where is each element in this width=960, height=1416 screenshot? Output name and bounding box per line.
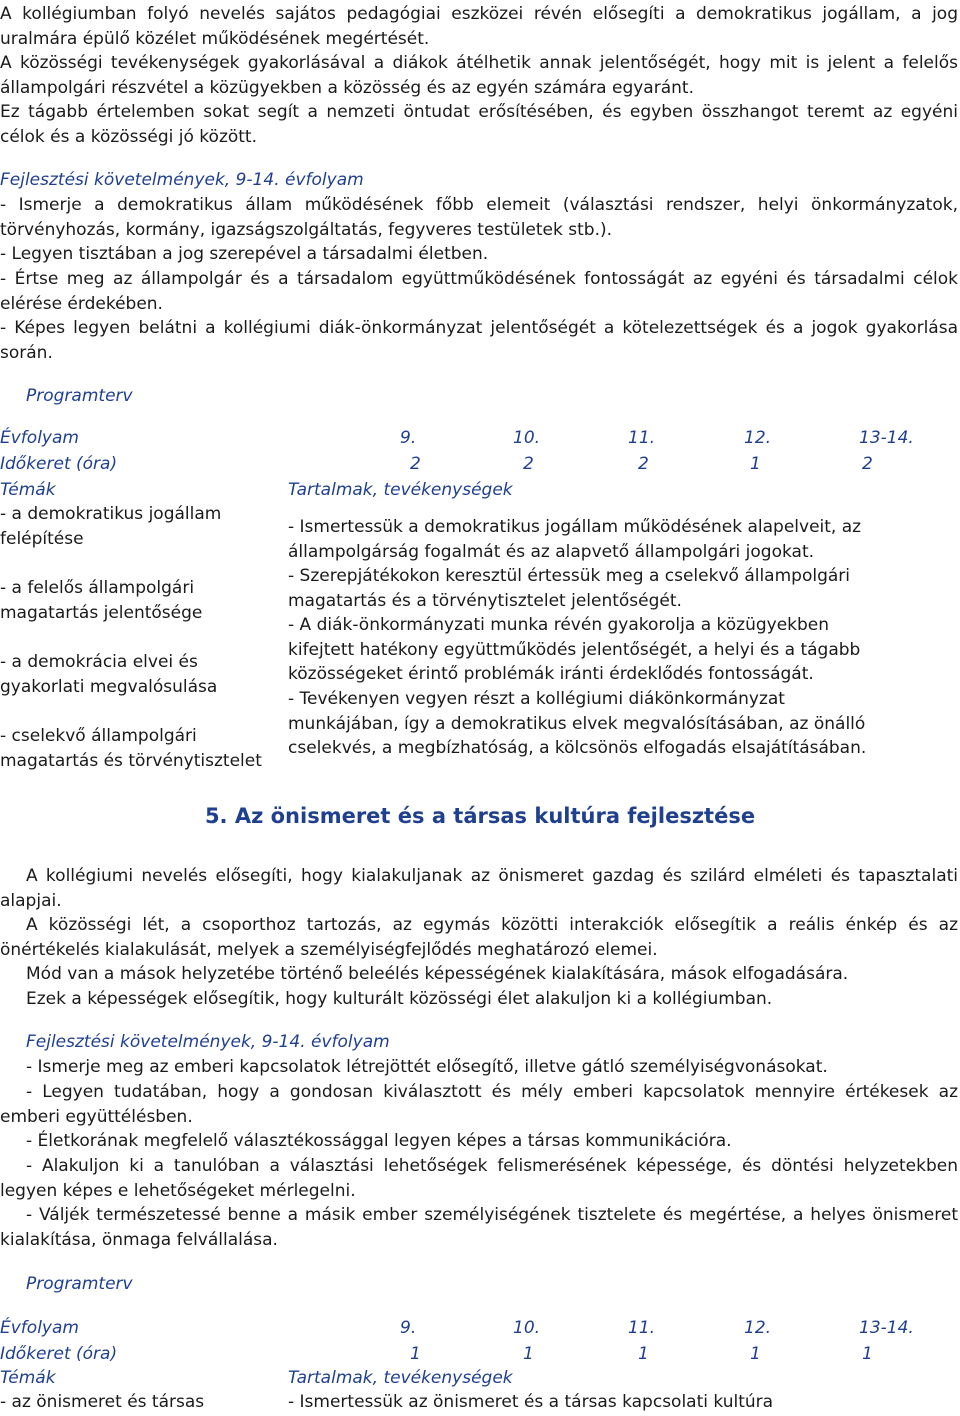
hours-cell: 1 [638, 1344, 649, 1364]
intro-paragraph-1: A kollégiumi nevelés elősegíti, hogy kialakuljanak az önismeret gazdag és szilárd elméleti és tapasztalati alapjai. [0, 866, 958, 911]
content-label: Tartalmak, tevékenységek [288, 1368, 513, 1388]
topic-item: - az önismeret és társas [0, 1392, 205, 1412]
content-item: - Szerepjátékokon keresztül értessük meg a cselekvő állampolgári magatartás és a törvénytisztelet jelentőségét. [288, 566, 850, 611]
grade-cell: 12. [744, 428, 772, 448]
requirement-item: - Értse meg az állampolgár és a társadalom együttműködésének fontosságát az egyéni és társadalmi célok elérése érdekében. [0, 269, 958, 314]
hours-cell: 1 [862, 1344, 873, 1364]
section-heading: 5. Az önismeret és a társas kultúra fejlesztése [204, 804, 756, 828]
intro-paragraph-3: Ez tágabb értelemben sokat segít a nemzeti öntudat erősítésében, és egyben összhangot teremt az egyéni célok és a közösségi jó között. [0, 102, 958, 147]
hours-cell: 1 [750, 1344, 761, 1364]
program-title: Programterv [26, 386, 133, 406]
program-title: Programterv [26, 1274, 133, 1294]
grade-label: Évfolyam [0, 1318, 79, 1338]
content-item: - Tevékenyen vegyen részt a kollégiumi diákönkormányzat munkájában, így a demokratikus elvek megvalósításában, az önálló cselekvés, a megbízhatóság, a kölcsönös elfogadás elsajátításában. [288, 689, 867, 758]
intro-paragraph-1: A kollégiumban folyó nevelés sajátos pedagógiai eszközei révén elősegíti a demokratikus jogállam, a jog uralmára épülő közélet működésének megértését. [0, 4, 958, 49]
intro-paragraph-3: Mód van a mások helyzetébe történő beleélés képességének kialakítására, mások elfogadására. [26, 964, 849, 984]
requirements-title: Fejlesztési követelmények, 9-14. évfolyam [0, 170, 364, 190]
hours-row [0, 452, 960, 476]
hours-cell: 2 [638, 454, 649, 474]
intro-paragraph-2: A közösségi tevékenységek gyakorlásával a diákok átélhetik annak jelentőségét, hogy mit is jelent a felelős állampolgári részvétel a közügyekben a közösség és az egyén számára egyaránt. [0, 53, 958, 98]
content-label: Tartalmak, tevékenységek [288, 480, 513, 500]
content-item: - A diák-önkormányzati munka révén gyakorolja a közügyekben kifejtett hatékony együttműködés jelentőségét, a helyi és a tágabb közösségeket érintő problémák iránti érdeklődés fontosságát. [288, 615, 861, 684]
grade-cell: 11. [628, 428, 656, 448]
content-item: - Ismertessük az önismeret és a társas kapcsolati kultúra [288, 1392, 774, 1412]
hours-label: Időkeret (óra) [0, 454, 118, 474]
grade-label: Évfolyam [0, 428, 79, 448]
table-header-row [0, 1366, 960, 1390]
topic-item: - a demokrácia elvei és gyakorlati megvalósulása [0, 652, 218, 697]
requirement-item: - Legyen tisztában a jog szerepével a társadalmi életben. [0, 244, 489, 264]
hours-cell: 1 [410, 1344, 421, 1364]
topics-label: Témák [0, 1368, 56, 1388]
grade-cell: 12. [744, 1318, 772, 1338]
hours-cell: 2 [523, 454, 534, 474]
content-item: - Ismertessük a demokratikus jogállam működésének alapelveit, az állampolgárság fogalmát és az alapvető állampolgári jogokat. [288, 517, 862, 562]
grade-row [0, 1316, 960, 1340]
grade-cell: 13-14. [859, 1318, 914, 1338]
grade-row [0, 426, 960, 450]
requirement-item: - Alakuljon ki a tanulóban a választási lehetőségek felismerésének képessége, és döntési helyzetekben legyen képes e lehetőségeket mérlegelni. [0, 1156, 958, 1201]
topic-item: - a felelős állampolgári magatartás jelentősége [0, 578, 203, 623]
topic-item: - cselekvő állampolgári magatartás és törvénytisztelet [0, 726, 262, 771]
requirement-item: - Ismerje a demokratikus állam működésének főbb elemeit (választási rendszer, helyi önkormányzatok, törvényhozás, kormány, igazságszolgáltatás, fegyveres testületek stb.). [0, 195, 958, 240]
requirement-item: - Életkorának megfelelő választékossággal legyen képes a társas kommunikációra. [26, 1131, 732, 1151]
grade-cell: 10. [513, 428, 541, 448]
intro-paragraph-4: Ezek a képességek elősegítik, hogy kulturált közösségi élet alakuljon ki a kollégiumban. [26, 989, 773, 1009]
hours-cell: 1 [750, 454, 761, 474]
topic-item: - a demokratikus jogállam felépítése [0, 504, 222, 549]
hours-cell: 1 [523, 1344, 534, 1364]
grade-cell: 10. [513, 1318, 541, 1338]
grade-cell: 13-14. [859, 428, 914, 448]
table-header-row [0, 478, 960, 502]
grade-cell: 11. [628, 1318, 656, 1338]
hours-cell: 2 [410, 454, 421, 474]
requirement-item: - Váljék természetessé benne a másik ember személyiségének tisztelete és megértése, a helyes önismeret kialakítása, önmaga felvállalása. [0, 1205, 958, 1250]
intro-paragraph-2: A közösségi lét, a csoporthoz tartozás, az egymás közötti interakciók elősegítik a reális énkép és az önértékelés kialakulását, melyek a személyiségfejlődés meghatározó elemei. [0, 915, 958, 960]
grade-cell: 9. [400, 428, 417, 448]
requirement-item: - Ismerje meg az emberi kapcsolatok létrejöttét elősegítő, illetve gátló személyiségvonásokat. [26, 1057, 828, 1077]
grade-cell: 9. [400, 1318, 417, 1338]
hours-label: Időkeret (óra) [0, 1344, 118, 1364]
requirement-item: - Képes legyen belátni a kollégiumi diák-önkormányzat jelentőségét a kötelezettségek és a jogok gyakorlása során. [0, 318, 958, 363]
hours-row [0, 1342, 960, 1366]
requirement-item: - Legyen tudatában, hogy a gondosan kiválasztott és mély emberi kapcsolatok mennyire értékesek az emberi együttélésben. [0, 1082, 958, 1127]
hours-cell: 2 [862, 454, 873, 474]
topics-label: Témák [0, 480, 56, 500]
requirements-title: Fejlesztési követelmények, 9-14. évfolyam [26, 1032, 390, 1052]
